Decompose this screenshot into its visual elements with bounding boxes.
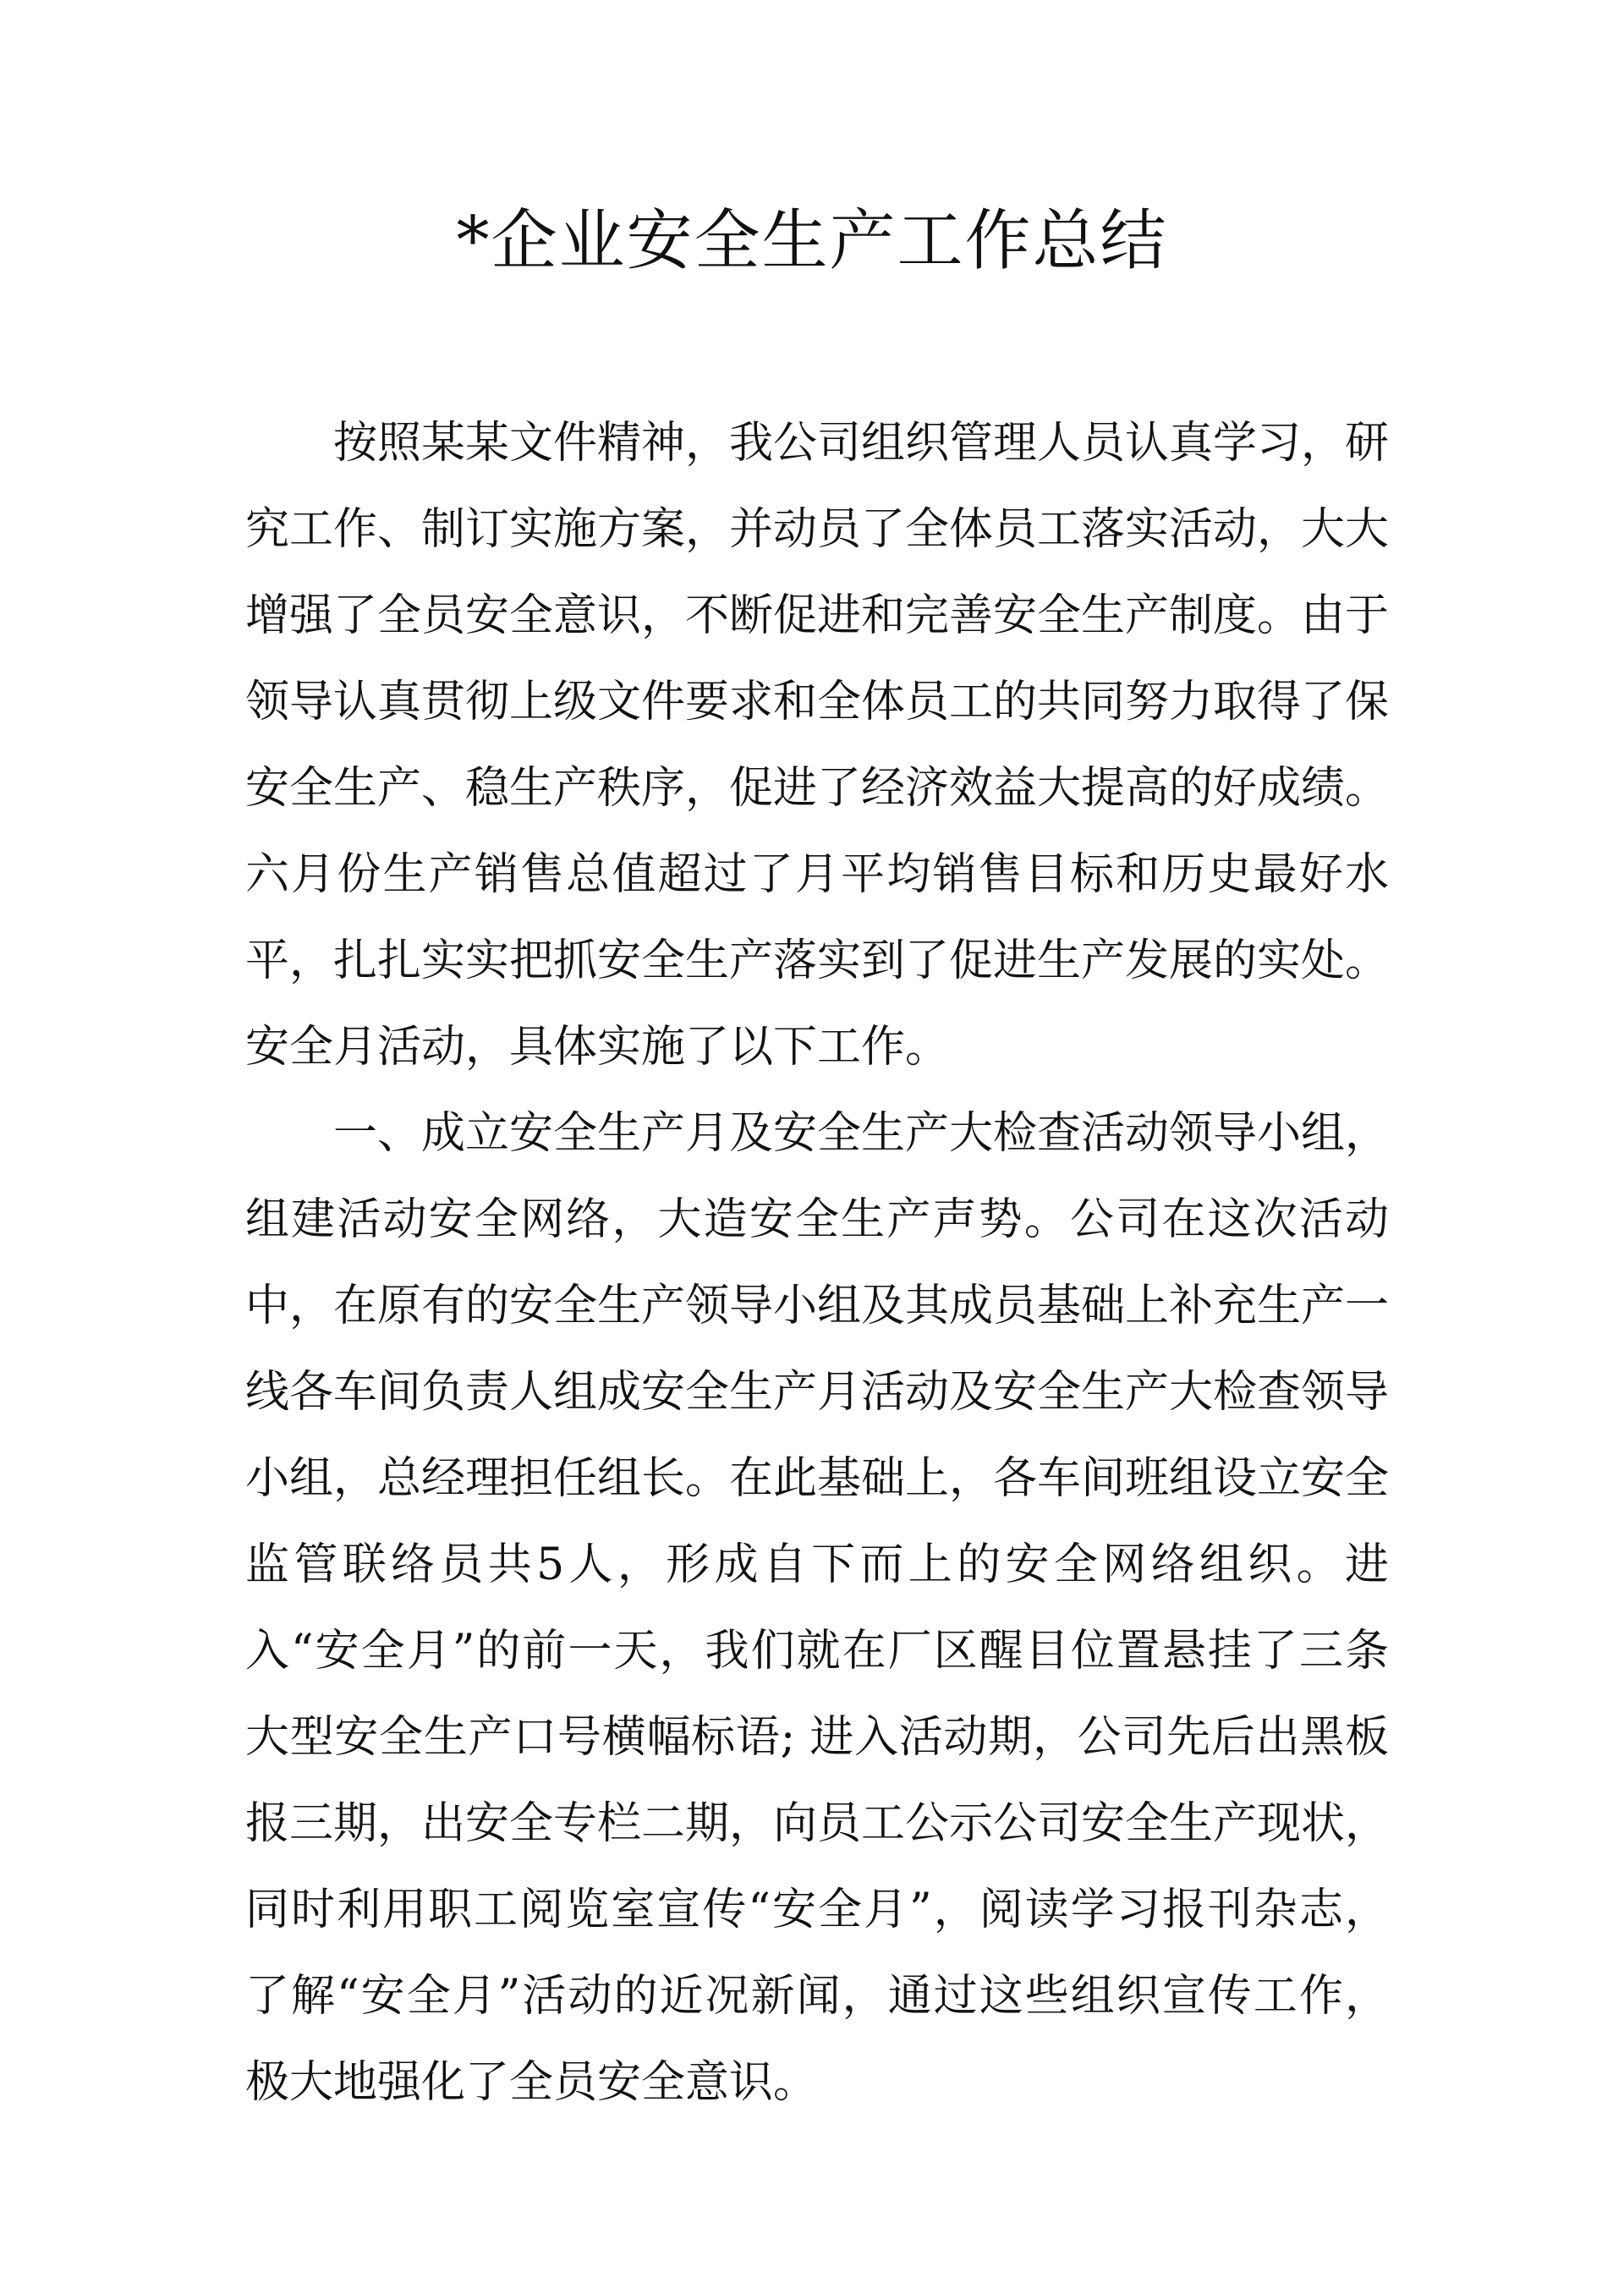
- paragraph-section-one: 一、成立安全生产月及安全生产大检查活动领导小组，组建活动安全网络，大造安全生产声势。公司在这次活动中，在原有的安全生产领导小组及其成员基础上补充生产一线各车间负责人组成安全生产月活动及安全生产大检查领导小组，总经理担任组长。在此基础上，各车间班组设立安全监管联络员共5人，形成自下而上的安全网络组织。进入“安全月”的前一天，我们就在厂区醒目位置悬挂了三条大型安全生产口号横幅标语; 进入活动期，公司先后出黑板报三期，出安全专栏二期，向员工公示公司安全生产现状，同时利用职工阅览室宣传“安全月”，阅读学习报刊杂志，了解“安全月”活动的近况新闻，通过这些组织宣传工作，极大地强化了全员安全意识。: [245, 1108, 1390, 2108]
- paragraph-intro: 按照某某文件精神，我公司组织管理人员认真学习，研究工作、制订实施方案，并动员了全体员工落实活动，大大增强了全员安全意识，不断促进和完善安全生产制度。由于领导认真贯彻上级文件要求和全体员工的共同努力取得了保安全生产、稳生产秩序，促进了经济效益大提高的好成绩。六月份生产销售总值超过了月平均销售目标和历史最好水平，扎扎实实把抓安全生产落实到了促进生产发展的实处。安全月活动，具体实施了以下工作。: [245, 418, 1390, 1073]
- document-body: [245, 400, 1389, 2126]
- document-title: *企业安全生产工作总结: [456, 203, 1168, 279]
